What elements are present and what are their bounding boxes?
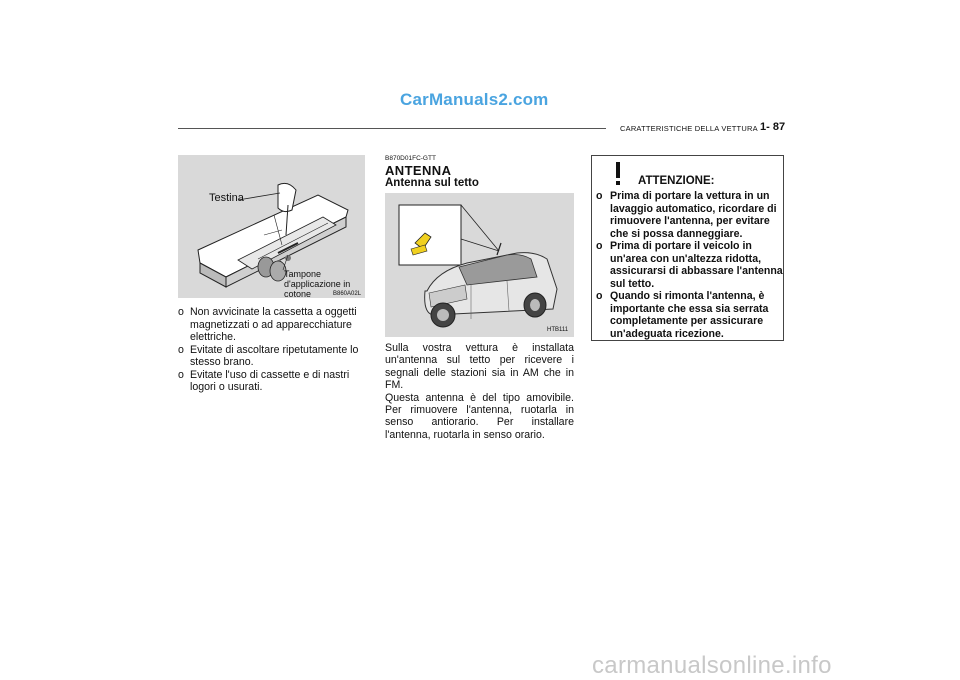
watermark-carmanuals2[interactable]: CarManuals2.com <box>400 90 549 109</box>
header-section-title: CARATTERISTICHE DELLA VETTURA <box>620 124 758 133</box>
list-item-text: Prima di portare la vettura in un lavaggio automatico, ricordare di rimuovere l'antenna, per evitare che si possa danneggiare. <box>610 190 777 240</box>
label-testina: Testina <box>209 192 244 204</box>
list-item-text: Prima di portare il veicolo in un'area con un'altezza ridotta, assicurarsi di abbassare l'antenna sul tetto. <box>610 240 783 290</box>
list-item <box>596 290 784 340</box>
list-item <box>178 306 368 344</box>
section-code: B870D01FC-GTT <box>385 155 436 162</box>
bullet-marker: o <box>178 368 184 381</box>
header-rule <box>178 128 606 129</box>
page-number: 1- 87 <box>760 121 786 133</box>
bullet-marker: o <box>178 343 184 356</box>
figure-code-mid: HTB111 <box>547 327 569 333</box>
car-roof-antenna-illustration <box>385 193 574 337</box>
paragraph: Sulla vostra vettura è installata un'antenna sul tetto per ricevere i segnali delle stazioni sia in AM che in FM. <box>385 342 574 392</box>
paragraph: Questa antenna è del tipo amovibile. Per rimuovere l'antenna, ruotarla in senso antiorario. Per installare l'antenna, ruotarla in senso orario. <box>385 391 574 441</box>
bullet-marker: o <box>596 290 603 302</box>
figure-code-left: B860A02L <box>333 291 362 297</box>
list-item <box>596 190 784 240</box>
bullet-marker: o <box>596 190 603 202</box>
warning-title: ATTENZIONE: <box>638 175 715 187</box>
roof-antenna-figure <box>385 193 574 337</box>
list-item-text: Non avvicinate la cassetta a oggetti magnetizzati o ad apparecchiature elettriche. <box>190 306 357 343</box>
bullet-marker: o <box>178 306 184 318</box>
list-item <box>178 344 368 369</box>
list-item-text: Evitate di ascoltare ripetutamente lo stesso brano. <box>190 343 359 368</box>
list-item-text: Quando si rimonta l'antenna, è importante che essa sia serrata completamente per assicurare un'adeguata ricezione. <box>610 290 769 340</box>
section-subtitle: Antenna sul tetto <box>385 177 479 189</box>
cassette-care-list <box>178 306 368 394</box>
antenna-description <box>385 342 574 441</box>
watermark-carmanualsonline: carmanualsonline.info <box>592 652 832 679</box>
list-item-text: Evitate l'uso di cassette e di nastri logori o usurati. <box>190 368 350 393</box>
bullet-marker: o <box>596 240 603 252</box>
section-title: ANTENNA <box>385 163 452 178</box>
label-tampone: Tampone d'applicazione in cotone <box>284 269 351 299</box>
warning-list <box>596 190 784 340</box>
list-item <box>178 369 368 394</box>
list-item <box>596 240 784 290</box>
warning-exclamation-icon <box>605 160 631 186</box>
